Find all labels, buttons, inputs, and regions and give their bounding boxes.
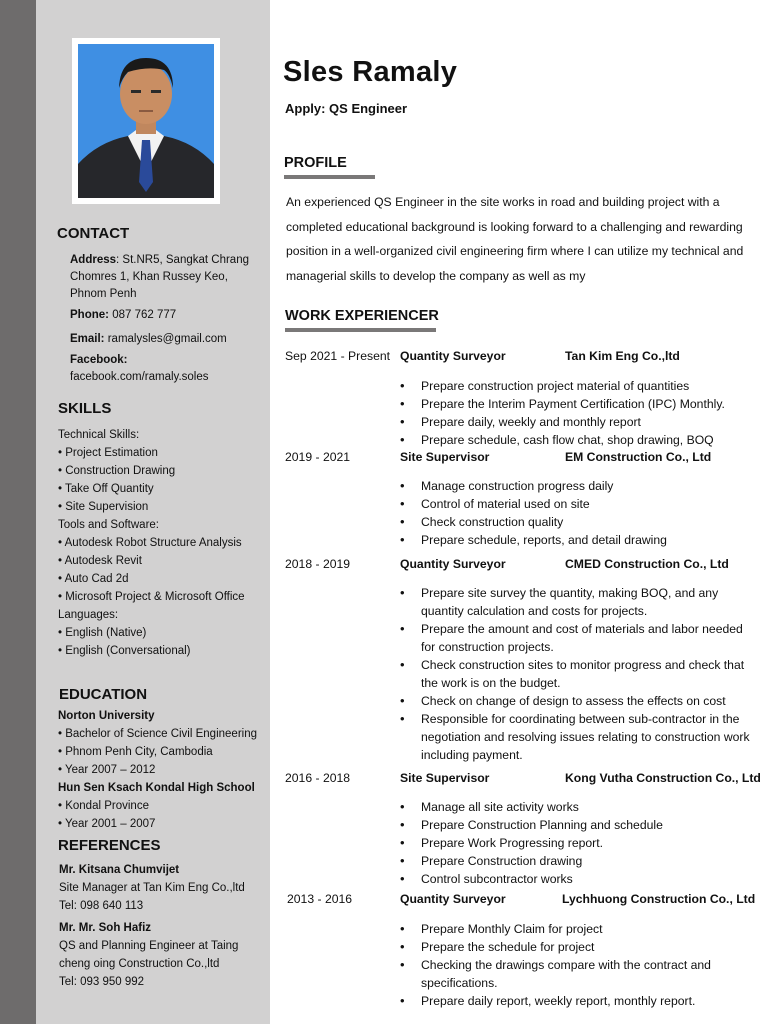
email-label: Email:: [70, 333, 105, 345]
work-heading-underline: [285, 328, 436, 332]
job-company: CMED Construction Co., Ltd: [565, 557, 729, 571]
job-title: Site Supervisor: [400, 450, 490, 464]
skills-heading: SKILLS: [58, 400, 112, 417]
job-duties: [400, 477, 755, 549]
skills-line: • Construction Drawing: [58, 465, 176, 477]
job-duties: [400, 920, 755, 1010]
reference-1: [59, 861, 259, 915]
profile-text: An experienced QS Engineer in the site works in road and building project with a completed educational background is looking forward to a challenging and rewarding position in a well-organized civil engineering firm where I can utilize my technical and managerial skills to develop the company as well as my: [286, 195, 744, 283]
references-heading: REFERENCES: [58, 837, 161, 854]
contact-address: [70, 252, 260, 303]
address-label: Address: [70, 254, 117, 266]
job-date: 2013 - 2016: [287, 892, 353, 906]
skills-list: [58, 426, 268, 660]
job-header: [285, 450, 765, 468]
duty-item: • Control of material used on site: [400, 495, 755, 513]
profile-photo: [78, 44, 214, 198]
skills-line: • Site Supervision: [58, 501, 149, 513]
skills-line: • English (Native): [58, 627, 147, 639]
job-header: [285, 557, 765, 575]
duty-item: • Check construction sites to monitor progress and check that the work is on the budget.: [400, 656, 755, 692]
education-line: • Year 2001 – 2007: [58, 818, 156, 830]
duty-item: • Prepare site survey the quantity, making BOQ, and any quantity calculation and costs for projects.: [400, 584, 755, 620]
reference-name: Mr. Kitsana Chumvijet: [59, 864, 180, 876]
reference-tel: Tel: 093 950 992: [59, 976, 145, 988]
profile-heading: PROFILE: [284, 155, 347, 171]
left-accent-bar: [0, 0, 36, 1024]
facebook-value[interactable]: facebook.com/ramaly.soles: [70, 371, 209, 383]
school-name: Hun Sen Ksach Kondal High School: [58, 782, 255, 794]
job-duties: [400, 377, 755, 449]
phone-value: 087 762 777: [112, 309, 177, 321]
duty-item: • Prepare Construction drawing: [400, 852, 755, 870]
apply-position: Apply: QS Engineer: [285, 101, 408, 116]
email-value[interactable]: ramalysles@gmail.com: [107, 333, 227, 345]
job-title: Quantity Surveyor: [400, 349, 506, 363]
contact-phone: [70, 307, 260, 324]
education-line: • Phnom Penh City, Cambodia: [58, 746, 213, 758]
contact-heading: CONTACT: [57, 225, 130, 242]
duty-item: • Manage all site activity works: [400, 798, 755, 816]
facebook-label: Facebook:: [70, 354, 128, 366]
duty-item: • Prepare construction project material of quantities: [400, 377, 755, 395]
candidate-name: Sles Ramaly: [283, 56, 458, 88]
job-title: Quantity Surveyor: [400, 892, 506, 906]
job-duties: [400, 798, 755, 888]
job-date: 2019 - 2021: [285, 450, 351, 464]
skills-line: Technical Skills:: [58, 429, 140, 441]
skills-line: • Take Off Quantity: [58, 483, 154, 495]
contact-facebook: [70, 352, 260, 386]
duty-item: • Prepare daily, weekly and monthly report: [400, 413, 755, 431]
skills-line: • English (Conversational): [58, 645, 191, 657]
duty-item: • Check on change of design to assess the effects on cost: [400, 692, 755, 710]
duty-item: • Prepare schedule, reports, and detail drawing: [400, 531, 755, 549]
reference-2: [59, 919, 259, 991]
skills-line: Tools and Software:: [58, 519, 160, 531]
job-date: 2016 - 2018: [285, 771, 351, 785]
duty-item: • Check construction quality: [400, 513, 755, 531]
duty-item: • Prepare schedule, cash flow chat, shop drawing, BOQ: [400, 431, 755, 449]
duty-item: • Prepare Work Progressing report.: [400, 834, 755, 852]
skills-line: • Autodesk Revit: [58, 555, 142, 567]
job-company: Lychhuong Construction Co., Ltd: [562, 892, 756, 906]
job-header: [287, 892, 767, 910]
skills-line: Languages:: [58, 609, 119, 621]
duty-item: • Responsible for coordinating between sub-contractor in the negotiation and resolving issues relating to construction work including payment.: [400, 710, 755, 764]
duty-item: • Control subcontractor works: [400, 870, 755, 888]
school-name: Norton University: [58, 710, 155, 722]
profile-photo-frame: [72, 38, 220, 204]
job-header: [285, 349, 765, 367]
job-company: Kong Vutha Construction Co., Ltd: [565, 771, 761, 785]
work-heading: WORK EXPERIENCER: [285, 308, 439, 324]
reference-name: Mr. Mr. Soh Hafiz: [59, 922, 152, 934]
job-duties: [400, 584, 755, 764]
skills-line: • Microsoft Project & Microsoft Office: [58, 591, 245, 603]
duty-item: • Manage construction progress daily: [400, 477, 755, 495]
education-list: [58, 707, 270, 833]
contact-email: [70, 331, 265, 348]
duty-item: • Prepare the Interim Payment Certification (IPC) Monthly.: [400, 395, 755, 413]
job-company: Tan Kim Eng Co.,ltd: [565, 349, 680, 363]
education-line: • Kondal Province: [58, 800, 149, 812]
duty-item: • Prepare the schedule for project: [400, 938, 755, 956]
duty-item: • Prepare daily report, weekly report, monthly report.: [400, 992, 755, 1010]
job-title: Quantity Surveyor: [400, 557, 506, 571]
duty-item: • Prepare Monthly Claim for project: [400, 920, 755, 938]
education-line: • Year 2007 – 2012: [58, 764, 156, 776]
skills-line: • Project Estimation: [58, 447, 158, 459]
skills-line: • Auto Cad 2d: [58, 573, 129, 585]
address-value: : St.NR5, Sangkat Chrang Chomres 1, Khan Russey Keo, Phnom Penh: [70, 254, 249, 300]
person-portrait-icon: [78, 44, 214, 198]
duty-item: • Checking the drawings compare with the contract and specifications.: [400, 956, 755, 992]
skills-line: • Autodesk Robot Structure Analysis: [58, 537, 242, 549]
education-line: • Bachelor of Science Civil Engineering: [58, 728, 257, 740]
job-company: EM Construction Co., Ltd: [565, 450, 712, 464]
phone-label: Phone:: [70, 309, 109, 321]
reference-role: Site Manager at Tan Kim Eng Co.,ltd: [59, 882, 245, 894]
reference-tel: Tel: 098 640 113: [59, 900, 144, 912]
duty-item: • Prepare the amount and cost of materials and labor needed for construction projects.: [400, 620, 755, 656]
duty-item: • Prepare Construction Planning and schedule: [400, 816, 755, 834]
profile-heading-underline: [284, 175, 375, 179]
job-title: Site Supervisor: [400, 771, 490, 785]
job-date: Sep 2021 - Present: [285, 349, 391, 363]
job-date: 2018 - 2019: [285, 557, 351, 571]
education-heading: EDUCATION: [59, 686, 148, 703]
reference-role: QS and Planning Engineer at Taing cheng oing Construction Co.,ltd: [59, 940, 239, 970]
job-header: [285, 771, 765, 789]
